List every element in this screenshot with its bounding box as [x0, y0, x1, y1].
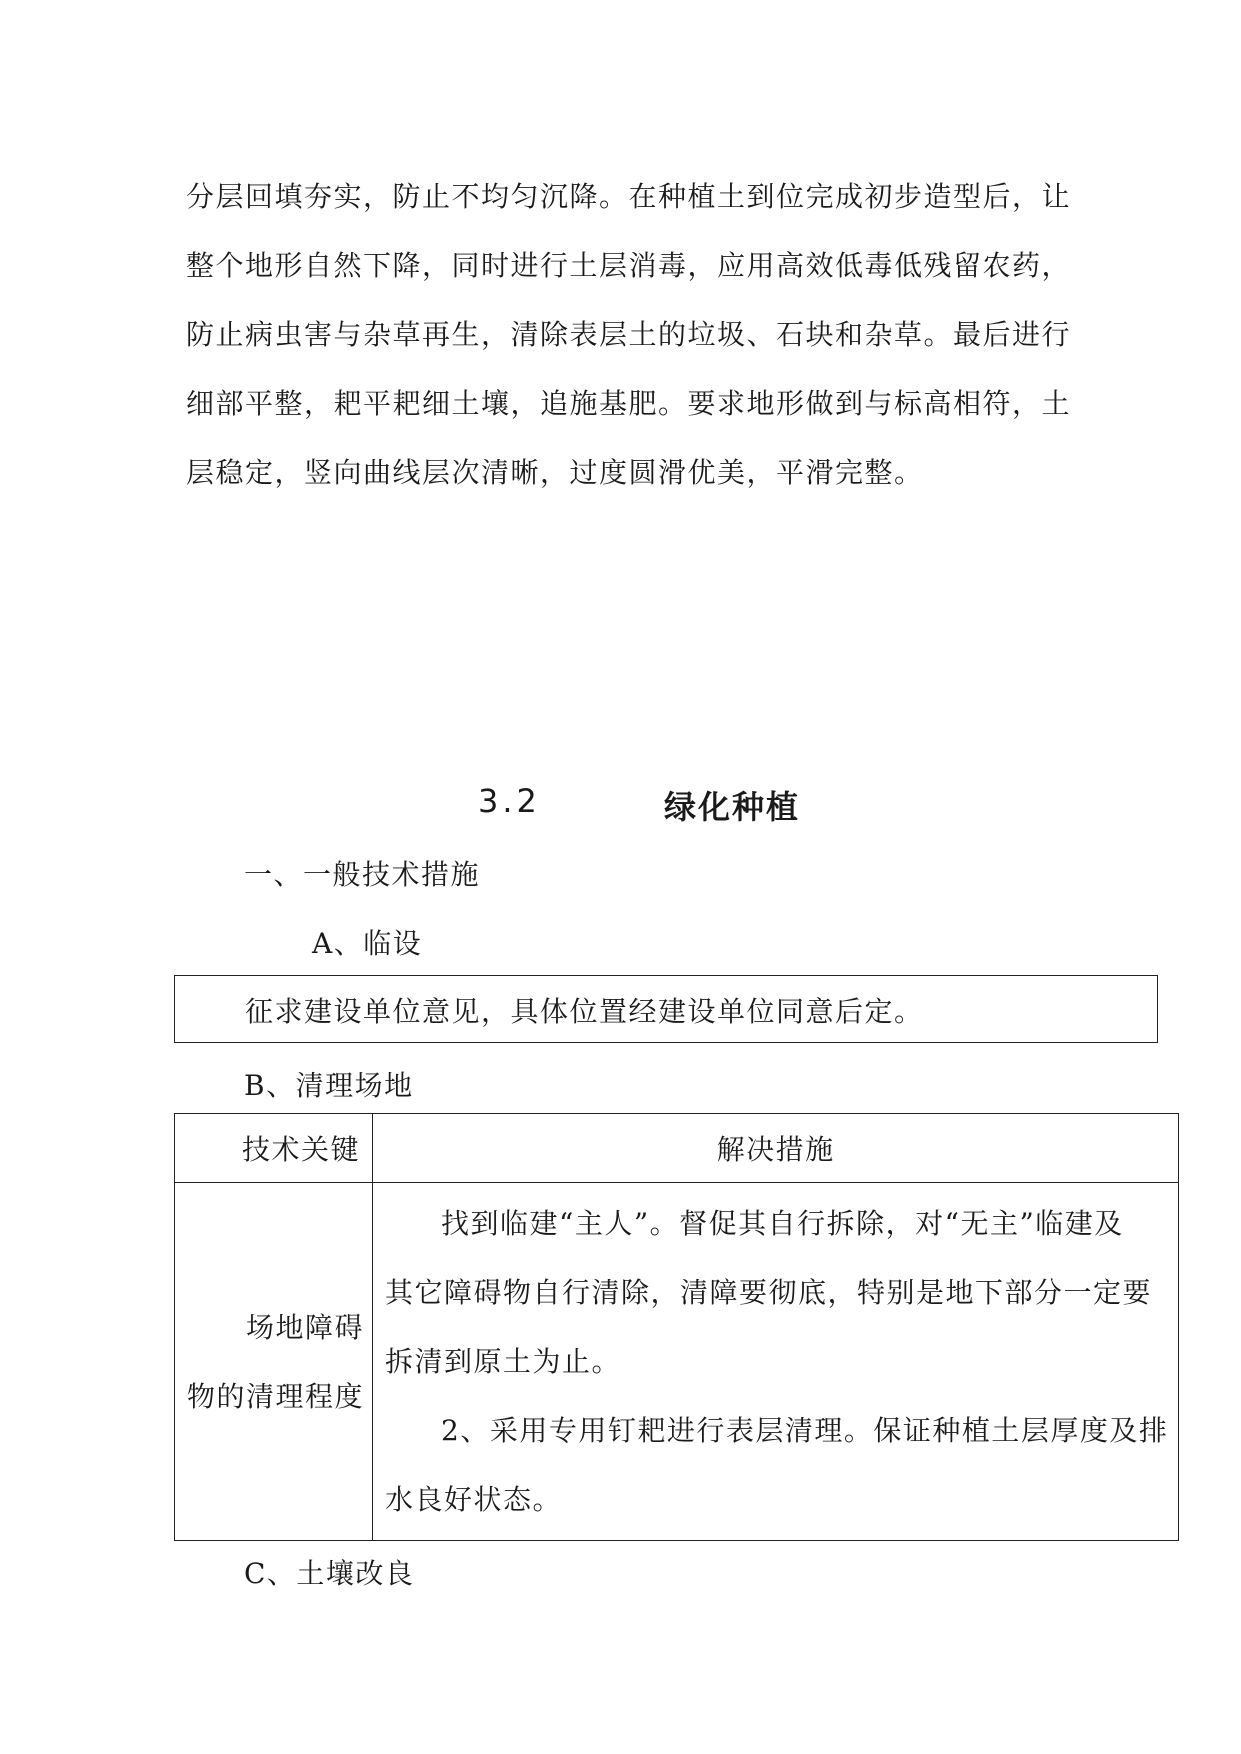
intro-line: 整个地形自然下降，同时进行土层消毒，应用高效低毒低残留农药，: [186, 249, 1072, 282]
solution-cell: [373, 1183, 1179, 1541]
item-b-label: B、清理场地: [244, 1069, 414, 1102]
intro-paragraph: [186, 162, 1072, 507]
section-number: 3.2: [478, 782, 541, 820]
intro-line: 细部平整，耙平耙细土壤，追施基肥。要求地形做到与标高相符，土: [186, 387, 1072, 420]
solution-line: 拆清到原土为止。: [385, 1345, 622, 1378]
table-header-row: [175, 1114, 1179, 1183]
key-cell: [175, 1183, 373, 1541]
key-line: 物的清理程度: [187, 1379, 365, 1413]
solution-line: 找到临建“主人”。督促其自行拆除，对“无主”临建及: [441, 1207, 1124, 1240]
section-heading: [0, 782, 1241, 826]
item-a-content: 征求建设单位意见，具体位置经建设单位同意后定。: [245, 995, 924, 1028]
intro-line: 层稳定，竖向曲线层次清晰，过度圆滑优美，平滑完整。: [186, 456, 924, 489]
intro-line: 防止病虫害与杂草再生，清除表层土的垃圾、石块和杂草。最后进行: [186, 318, 1072, 351]
subsection-heading: 一、一般技术措施: [244, 858, 481, 891]
item-c-label: C、土壤改良: [244, 1557, 415, 1590]
solution-line: 2、采用专用钉耙进行表层清理。保证种植土层厚度及排: [441, 1414, 1169, 1447]
table-row: [175, 1183, 1179, 1541]
section-title: 绿化种植: [664, 788, 801, 826]
header-key: 技术关键: [175, 1114, 373, 1183]
key-line: 场地障碍: [246, 1310, 365, 1344]
item-a-box: [174, 975, 1158, 1043]
solution-line: 其它障碍物自行清除，清障要彻底，特别是地下部分一定要: [385, 1276, 1153, 1309]
solution-line: 水良好状态。: [385, 1483, 563, 1516]
header-solution: 解决措施: [373, 1114, 1179, 1183]
item-a-label: A、临设: [312, 927, 423, 960]
clearing-measures-table: [174, 1113, 1179, 1541]
intro-line: 分层回填夯实，防止不均匀沉降。在种植土到位完成初步造型后，让: [186, 180, 1072, 213]
